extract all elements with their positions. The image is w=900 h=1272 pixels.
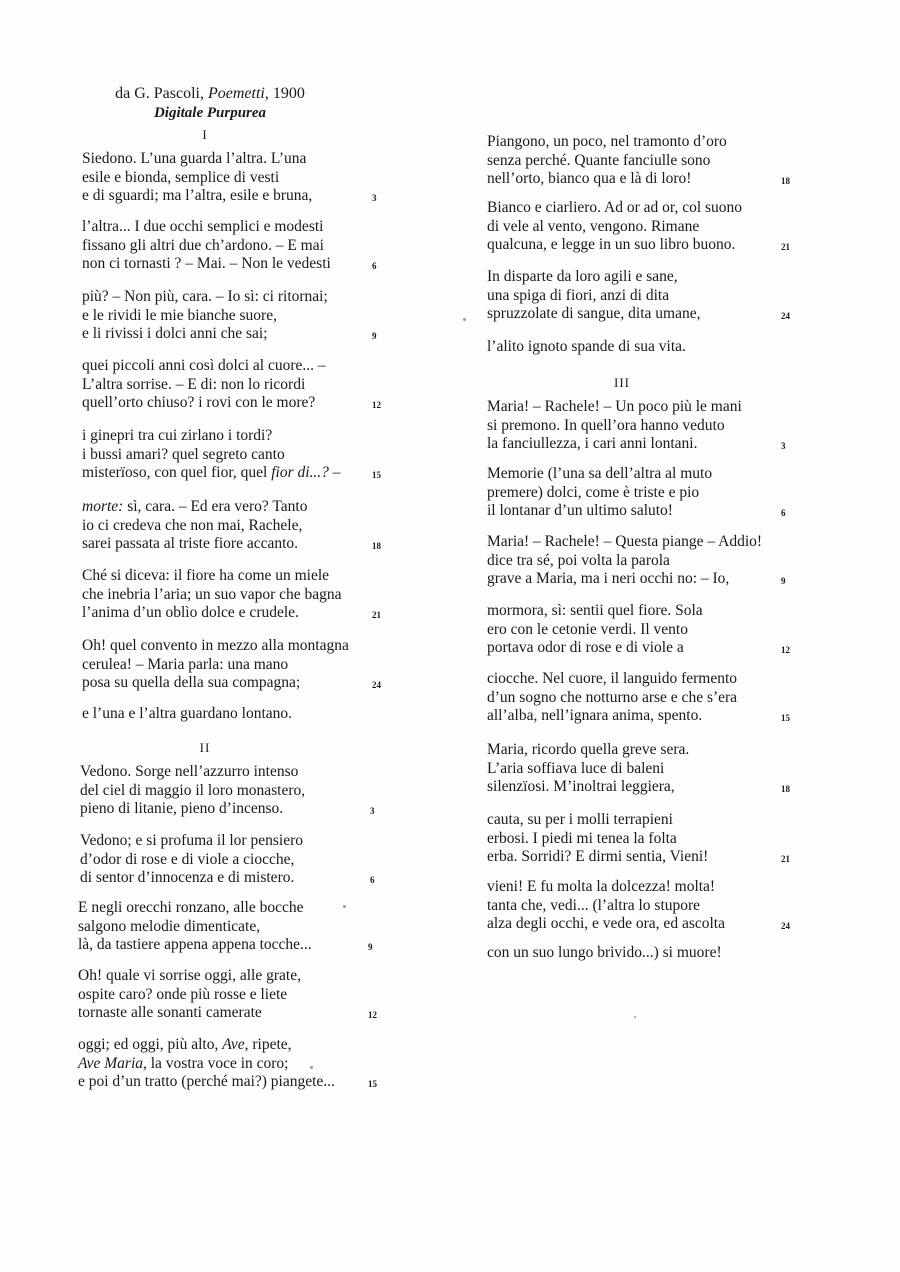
verse-line: alza degli occhi, e vede ora, ed ascolta 24 bbox=[487, 915, 725, 934]
stanza bbox=[80, 763, 375, 819]
verse-line: portava odor di rose e di viole a 12 bbox=[487, 639, 703, 658]
line-number: 12 bbox=[372, 400, 381, 410]
line-number: 21 bbox=[781, 854, 790, 864]
stanza bbox=[487, 741, 790, 797]
attribution bbox=[0, 84, 420, 104]
line-number: 12 bbox=[368, 1010, 377, 1020]
verse-line: E negli orecchi ronzano, alle bocche bbox=[78, 899, 304, 916]
verse-line: con un suo lungo brivido...) si muore! bbox=[487, 944, 722, 961]
verse-line: Vedono; e si profuma il lor pensiero bbox=[80, 832, 303, 849]
verse-line: Vedono. Sorge nell’azzurro intenso bbox=[80, 763, 299, 780]
verse-line: e l’una e l’altra guardano lontano. bbox=[82, 705, 293, 722]
line-number: 24 bbox=[372, 680, 381, 690]
verse-line: L’aria soffiava luce di baleni bbox=[487, 759, 665, 777]
line-number: 12 bbox=[781, 645, 790, 655]
line-number: 15 bbox=[781, 713, 790, 723]
stanza bbox=[487, 878, 790, 934]
verse-line: Ave Maria, la vostra voce in coro; bbox=[78, 1054, 289, 1072]
stanza bbox=[487, 268, 790, 324]
stanza bbox=[78, 1036, 377, 1092]
verse-line: pieno di litanie, pieno d’incenso. 3 bbox=[80, 800, 305, 819]
stanza bbox=[82, 498, 381, 554]
verse-line: l’altra... I due occhi semplici e modesti bbox=[82, 218, 324, 235]
verse-line: cauta, su per i molli terrapieni bbox=[487, 811, 673, 828]
verse-line: salgono melodie dimenticate, bbox=[78, 917, 261, 935]
scan-speck bbox=[463, 318, 466, 321]
stanza bbox=[487, 602, 790, 658]
line-number: 6 bbox=[781, 508, 786, 518]
verse-line: Siedono. L’una guarda l’altra. L’una bbox=[82, 150, 307, 167]
verse-line: d’odor di rose e di viole a ciocche, bbox=[80, 850, 295, 868]
attribution-author: da G. Pascoli, bbox=[115, 85, 208, 102]
verse-line: e poi d’un tratto (perché mai?) piangete... 15 bbox=[78, 1073, 335, 1092]
verse-line: Oh! quale vi sorrise oggi, alle grate, bbox=[78, 967, 301, 984]
verse-line: tornaste alle sonanti camerate 12 bbox=[78, 1004, 301, 1023]
verse-line: non ci tornasti ? – Mai. – Non le vedesti 6 bbox=[82, 255, 331, 274]
verse-line: posa su quella della sua compagna; 24 bbox=[82, 674, 349, 693]
verse-line: all’alba, nell’ignara anima, spento. 15 bbox=[487, 707, 737, 726]
verse-line: Maria! – Rachele! – Questa piange – Addio! bbox=[487, 533, 763, 550]
stanza bbox=[487, 133, 790, 189]
stanza bbox=[487, 670, 790, 726]
verse-line: io ci credeva che non mai, Rachele, bbox=[82, 516, 303, 534]
stanza bbox=[82, 288, 377, 344]
verse-line: silenzïosi. M’inoltrai leggiera, 18 bbox=[487, 778, 689, 797]
verse-line: la fanciullezza, i cari anni lontani. 3 bbox=[487, 435, 742, 454]
verse-line: grave a Maria, ma i neri occhi no: – Io, 9 bbox=[487, 570, 762, 589]
line-number: 21 bbox=[372, 610, 381, 620]
verse-line: spruzzolate di sangue, dita umane, 24 bbox=[487, 305, 700, 324]
verse-line: erbosi. I piedi mi tenea la folta bbox=[487, 829, 677, 847]
verse-line: di vele al vento, vengono. Rimane bbox=[487, 217, 700, 235]
verse-line: L’altra sorrise. – E di: non lo ricordi bbox=[82, 375, 306, 393]
verse-line: ciocche. Nel cuore, il languido fermento bbox=[487, 670, 738, 687]
verse-line: sarei passata al triste fiore accanto. 18 bbox=[82, 535, 307, 554]
line-number: 3 bbox=[372, 193, 377, 203]
verse-line: l’anima d’un oblìo dolce e crudele. 21 bbox=[82, 604, 342, 623]
verse-line: premere) dolci, come è triste e pio bbox=[487, 483, 700, 501]
line-number: 21 bbox=[781, 242, 790, 252]
verse-line: quell’orto chiuso? i rovi con le more? 12 bbox=[82, 394, 326, 413]
verse-line: del ciel di maggio il loro monastero, bbox=[80, 781, 306, 799]
stanza bbox=[82, 705, 292, 724]
verse-line: e le rividi le mie bianche suore, bbox=[82, 306, 277, 324]
verse-line: mormora, sì: sentii quel fiore. Sola bbox=[487, 602, 703, 619]
scan-speck bbox=[634, 1016, 636, 1018]
verse-line: ospite caro? onde più rosse e liete bbox=[78, 985, 288, 1003]
stanza bbox=[487, 398, 786, 454]
section-label: I bbox=[202, 127, 208, 142]
verse-line: erba. Sorridi? E dirmi sentia, Vieni! 21 bbox=[487, 848, 708, 867]
verse-line: ero con le cetonie verdi. Il vento bbox=[487, 620, 688, 638]
stanza bbox=[487, 533, 786, 589]
stanza bbox=[487, 465, 786, 521]
line-number: 9 bbox=[372, 331, 377, 341]
verse-line: Maria, ricordo quella greve sera. bbox=[487, 741, 690, 758]
verse-line: oggi; ed oggi, più alto, Ave, ripete, bbox=[78, 1036, 292, 1053]
verse-line: senza perché. Quante fanciulle sono bbox=[487, 151, 711, 169]
verse-line: là, da tastiere appena appena tocche... 9 bbox=[78, 936, 312, 955]
verse-line: Maria! – Rachele! – Un poco più le mani bbox=[487, 398, 742, 415]
line-number: 15 bbox=[372, 470, 381, 480]
stanza bbox=[487, 199, 790, 255]
line-number: 3 bbox=[781, 441, 786, 451]
stanza bbox=[487, 944, 722, 963]
verse-line: dice tra sé, poi volta la parola bbox=[487, 551, 670, 569]
verse-line: l’alito ignoto spande di sua vita. bbox=[487, 338, 686, 355]
verse-line: tanta che, vedi... (l’altra lo stupore bbox=[487, 896, 701, 914]
stanza bbox=[78, 967, 377, 1023]
line-number: 6 bbox=[370, 875, 375, 885]
verse-line: qualcuna, e legge in un suo libro buono. 21 bbox=[487, 236, 742, 255]
section-label: III bbox=[614, 375, 630, 390]
stanza bbox=[487, 338, 686, 357]
stanza bbox=[82, 427, 381, 483]
verse-line: Ché si diceva: il fiore ha come un miele bbox=[82, 567, 330, 584]
verse-line: una spiga di fiori, anzi di dita bbox=[487, 286, 670, 304]
verse-line: il lontanar d’un ultimo saluto! 6 bbox=[487, 502, 712, 521]
stanza bbox=[487, 811, 790, 867]
verse-line: i ginepri tra cui zirlano i tordi? bbox=[82, 427, 273, 444]
stanza bbox=[82, 567, 381, 623]
line-number: 9 bbox=[781, 576, 786, 586]
line-number: 9 bbox=[368, 942, 373, 952]
verse-line: Oh! quel convento in mezzo alla montagna bbox=[82, 637, 349, 654]
line-number: 6 bbox=[372, 261, 377, 271]
line-number: 18 bbox=[781, 784, 790, 794]
verse-line: d’un sogno che notturno arse e che s’era bbox=[487, 688, 738, 706]
line-number: 15 bbox=[368, 1079, 377, 1089]
stanza bbox=[82, 357, 381, 413]
verse-line: vieni! E fu molta la dolcezza! molta! bbox=[487, 878, 716, 895]
verse-line: morte: sì, cara. – Ed era vero? Tanto bbox=[82, 498, 308, 515]
verse-line: nell’orto, bianco qua e là di loro! 18 bbox=[487, 170, 727, 189]
verse-line: Piangono, un poco, nel tramonto d’oro bbox=[487, 133, 727, 150]
verse-line: cerulea! – Maria parla: una mano bbox=[82, 655, 289, 673]
scan-speck bbox=[310, 1066, 313, 1069]
section-label: II bbox=[199, 740, 211, 755]
verse-line: si premono. In quell’ora hanno veduto bbox=[487, 416, 725, 434]
stanza bbox=[82, 637, 381, 693]
verse-line: i bussi amari? quel segreto canto bbox=[82, 445, 285, 463]
verse-line: fissano gli altri due ch’ardono. – E mai bbox=[82, 236, 324, 254]
attribution-year: , 1900 bbox=[264, 85, 305, 102]
line-number: 18 bbox=[781, 176, 790, 186]
verse-line: In disparte da loro agili e sane, bbox=[487, 268, 678, 285]
line-number: 3 bbox=[370, 806, 375, 816]
stanza bbox=[82, 150, 377, 206]
stanza bbox=[80, 832, 375, 888]
verse-line: che inebria l’aria; un suo vapor che bagna bbox=[82, 585, 342, 603]
verse-line: e di sguardi; ma l’altra, esile e bruna, 3 bbox=[82, 187, 312, 206]
verse-line: esile e bionda, semplice di vesti bbox=[82, 168, 280, 186]
line-number: 24 bbox=[781, 311, 790, 321]
poem-title: Digitale Purpurea bbox=[153, 105, 267, 121]
verse-line: Bianco e ciarliero. Ad or ad or, col suono bbox=[487, 199, 743, 216]
verse-line: misterïoso, con quel fior, quel fior di...? – 15 bbox=[82, 464, 341, 483]
stanza bbox=[78, 899, 373, 955]
verse-line: e li rivissi i dolci anni che sai; 9 bbox=[82, 325, 328, 344]
verse-line: più? – Non più, cara. – Io sì: ci ritornai; bbox=[82, 288, 328, 305]
line-number: 24 bbox=[781, 921, 790, 931]
verse-line: Memorie (l’una sa dell’altra al muto bbox=[487, 465, 713, 482]
stanza bbox=[82, 218, 377, 274]
verse-line: di sentor d’innocenza e di mistero. 6 bbox=[80, 869, 303, 888]
attribution-work: Poemetti bbox=[208, 85, 265, 102]
verse-line: quei piccoli anni così dolci al cuore... – bbox=[82, 357, 326, 374]
line-number: 18 bbox=[372, 541, 381, 551]
scan-speck bbox=[343, 905, 346, 908]
